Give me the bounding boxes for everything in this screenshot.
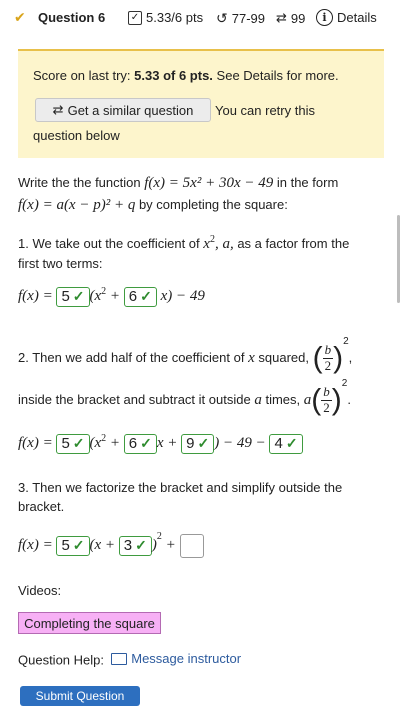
answer-input[interactable]: 4 ✓	[269, 434, 302, 454]
answer-input[interactable]: 6 ✓	[124, 434, 157, 454]
submit-question-button[interactable]: Submit Question	[20, 686, 140, 706]
step2-text-a: 2. Then we add half of the coefficient of	[18, 350, 245, 365]
tries-text: 77-99	[231, 11, 265, 26]
step2-text-c: inside the bracket and subtract it outside	[18, 392, 251, 407]
step1-text	[18, 230, 388, 273]
form-expression: f(x) = a(x − p)² + q	[18, 197, 136, 213]
message-instructor-label: Message instructor	[131, 651, 242, 666]
score-value: 5.33 of 6 pts.	[134, 68, 213, 83]
score-text: 5.33/6 pts	[146, 10, 204, 25]
step2-text-b: squared,	[258, 350, 309, 365]
retry-text-2: question below	[33, 128, 120, 143]
check-icon: ✓	[135, 537, 147, 554]
intro-text-1: Write the the function	[18, 175, 141, 190]
repeat-icon: ⇄	[276, 10, 287, 25]
step2-equation: f(x) = 5 ✓ ($x^2$ + 6 ✓ x + 9 ✓ ) − 49 − 4 ✓	[18, 433, 303, 454]
details-link[interactable]	[316, 9, 377, 26]
score-suffix: See Details for more.	[216, 68, 339, 83]
step2-text-d: times,	[265, 392, 301, 407]
repeat-icon: ⇄	[52, 102, 64, 117]
submissions-indicator	[276, 10, 305, 26]
function-expression: f(x) = 5x² + 30x − 49	[144, 175, 274, 191]
video-button[interactable]: Completing the square	[18, 612, 161, 634]
question-title: Question 6	[38, 10, 106, 25]
check-icon: ✓	[285, 435, 298, 452]
retry-text-1: You can retry this	[215, 103, 315, 118]
step2-text-row1: 2. Then we add half of the coefficient of x squared, ( $\frac{b}{2}$ )$^2$,	[18, 336, 353, 375]
answer-input[interactable]: 3 ✓	[119, 536, 152, 556]
check-icon: ✓	[140, 288, 152, 305]
score-indicator	[128, 10, 203, 25]
check-icon: ✓	[72, 288, 85, 305]
step1-equation: f(x) = 5 ✓ ($x^2$ + 6 ✓ x) − 49	[18, 286, 205, 306]
question-intro	[18, 172, 388, 216]
intro-text-3: by completing the square:	[138, 197, 288, 212]
similar-question-label: Get a similar question	[67, 102, 194, 118]
check-icon: ✓	[197, 435, 210, 452]
message-instructor-link[interactable]	[111, 651, 241, 666]
check-icon: ✓	[72, 537, 85, 554]
step1-filler: as a factor from the	[237, 236, 350, 251]
envelope-icon	[111, 653, 127, 665]
tries-indicator	[216, 10, 265, 27]
score-summary	[33, 68, 339, 83]
similar-question-button[interactable]	[35, 98, 211, 122]
empty-answer-input[interactable]	[180, 534, 204, 558]
step3-text	[18, 478, 388, 516]
step1-line2: first two terms:	[18, 256, 103, 271]
step3-line2: bracket.	[18, 499, 65, 514]
x-squared: $x^2$, a,	[203, 234, 234, 252]
answer-input[interactable]: 5 ✓	[56, 287, 89, 307]
question-header	[0, 0, 402, 36]
undo-icon: ↺	[216, 10, 228, 26]
score-prefix: Score on last try:	[33, 68, 131, 83]
partial-check-icon: ✔	[14, 9, 26, 25]
answer-input[interactable]: 6 ✓	[124, 287, 157, 307]
step3-equation: f(x) = 5 ✓ (x + 3 ✓ )$^2$ +	[18, 531, 204, 558]
step3-line1: 3. Then we factorize the bracket and simplify outside the	[18, 480, 343, 495]
scrollbar[interactable]	[397, 215, 400, 303]
step2-text-row2: inside the bracket and subtract it outside a times, a( $\frac{b}{2}$ )$^2$.	[18, 378, 351, 417]
help-label: Question Help:	[18, 652, 104, 668]
submissions-text: 99	[290, 10, 306, 26]
step1-line1: 1. We take out the coefficient of	[18, 236, 200, 251]
intro-text-2: in the form	[276, 175, 339, 190]
info-icon: i	[316, 9, 333, 26]
answer-input[interactable]: 9 ✓	[181, 434, 214, 454]
answer-input[interactable]: 5 ✓	[56, 434, 89, 454]
last-try-notice	[18, 49, 384, 158]
check-icon: ✓	[140, 435, 152, 452]
check-icon: ✓	[72, 435, 85, 452]
videos-label: Videos:	[18, 583, 62, 598]
a-var: a	[254, 392, 262, 408]
question-help	[18, 651, 241, 668]
answer-input[interactable]: 5 ✓	[56, 536, 89, 556]
checkbox-icon: ✓	[128, 11, 142, 25]
x-var: x	[248, 350, 255, 366]
details-label: Details	[337, 10, 377, 25]
